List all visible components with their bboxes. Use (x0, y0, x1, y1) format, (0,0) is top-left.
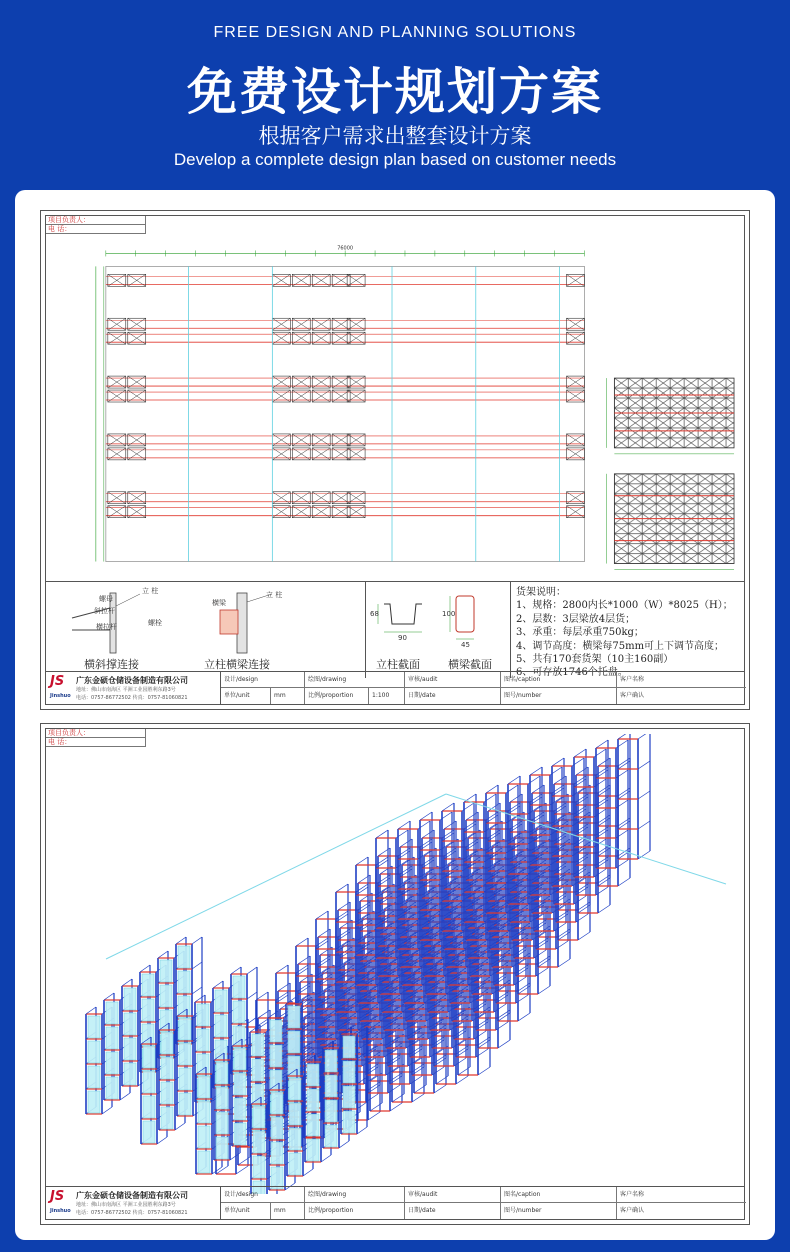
section-diagrams (366, 582, 511, 652)
drawing-notes (46, 581, 744, 677)
label-bolt: 螺栓 (148, 619, 162, 627)
field-client-confirm: 客户确认 (620, 692, 645, 699)
header-subtitle-en: Develop a complete design plan based on customer needs (173, 150, 617, 169)
spec-item: 3、承重：每层承重750kg； (516, 627, 644, 639)
title-block (46, 671, 744, 704)
label-diagonal: 斜拉杆 (94, 607, 115, 615)
field-drawing: 绘图/drawing (305, 672, 405, 688)
overall-length: 76000 (337, 245, 354, 252)
rendering-sheet (40, 723, 750, 1225)
company-phone: 电话：0757-86772502 传真：0757-81060821 (76, 695, 188, 701)
beam-height-dim: 100 (442, 610, 456, 618)
field-proportion: 比例/proportion (305, 1203, 405, 1219)
field-client-name: 客户名称 (617, 1187, 746, 1203)
company-info (46, 1187, 221, 1220)
brace-connection-caption: 横斜撑连接 (84, 658, 139, 671)
label-nut: 螺母 (99, 595, 113, 603)
project-phone: 电 话： (46, 225, 146, 234)
column-width-dim: 90 (398, 634, 407, 642)
label-horizontal: 横拉杆 (96, 623, 117, 631)
company-logo-sub: Jinshuo (50, 693, 71, 699)
spec-item: 5、共有170套货架（10主160副） (516, 654, 674, 666)
company-name: 广东金硕仓储设备制造有限公司 (76, 676, 188, 685)
rendering-frame (45, 728, 745, 1220)
beam-width-dim: 45 (461, 641, 470, 649)
column-section-caption: 立柱截面 (376, 658, 420, 671)
side-elevation-bottom (606, 474, 734, 570)
project-info-box (46, 216, 146, 234)
company-logo-sub: Jinshuo (50, 1208, 71, 1214)
header-title: 免费设计规划方案 (187, 63, 603, 121)
beam-section-caption: 横梁截面 (448, 658, 492, 671)
spec-item: 2、层数：3层梁放4层货； (516, 613, 636, 625)
company-name: 广东金硕仓储设备制造有限公司 (76, 1191, 188, 1200)
label-beam-column: 立 柱 (266, 591, 283, 599)
field-unit-value: mm (271, 688, 305, 704)
title-block-2 (46, 1186, 744, 1219)
field-proportion: 比例/proportion (305, 688, 369, 704)
field-date: 日期/date (405, 688, 501, 704)
spec-item: 6、可存放1746个托盘。 (516, 667, 628, 679)
plan-drawing-sheet (40, 210, 750, 710)
project-responsible: 项目负责人： (46, 216, 146, 225)
field-audit: 审核/audit (405, 672, 501, 688)
field-client-name: 客户名称 (617, 672, 746, 688)
beam-connection-caption: 立柱横梁连接 (204, 658, 270, 671)
field-drawing: 绘图/drawing (305, 1187, 405, 1203)
company-address: 地址：佛山市南海区 平洲工业园胜利东路3号 (76, 687, 176, 693)
spec-title: 货架说明： (516, 587, 566, 598)
header (0, 0, 790, 190)
plan-drawing-frame (45, 215, 745, 705)
field-unit: 单位/unit (221, 688, 271, 704)
header-subtitle-cn: 根据客户需求出整套设计方案 (258, 124, 532, 148)
field-caption: 图名/caption (501, 1187, 617, 1203)
field-unit: 单位/unit (221, 1203, 271, 1219)
rack-floor-plan (46, 238, 744, 578)
rack-specification (516, 586, 733, 680)
content-card (15, 190, 775, 1240)
field-unit-value: mm (271, 1203, 305, 1219)
spec-item: 1、规格：2800内长*1000（W）*8025（H）； (516, 600, 733, 612)
company-phone: 电话：0757-86772502 传真：0757-81060821 (76, 1210, 188, 1216)
field-design: 设计/design (221, 672, 305, 688)
section-details (366, 582, 511, 678)
header-english-title: FREE DESIGN AND PLANNING SOLUTIONS (213, 24, 577, 41)
field-number: 图号/number (501, 688, 617, 704)
field-client-confirm: 客户确认 (620, 1207, 645, 1214)
label-column: 立 柱 (142, 587, 159, 595)
company-info (46, 672, 221, 705)
field-design: 设计/design (221, 1187, 305, 1203)
connection-details (46, 582, 366, 678)
project-responsible: 项目负责人： (46, 729, 146, 738)
field-proportion-value: 1:100 (369, 688, 405, 704)
field-audit: 审核/audit (405, 1187, 501, 1203)
rack-3d-rendering (46, 734, 746, 1194)
field-number: 图号/number (501, 1203, 617, 1219)
label-beam: 横梁 (212, 599, 226, 607)
field-date: 日期/date (405, 1203, 501, 1219)
column-height-dim: 68 (370, 610, 379, 618)
company-logo: JS (50, 674, 65, 689)
rack-rows (106, 274, 585, 517)
project-phone: 电 话： (46, 738, 146, 747)
spec-item: 4、调节高度：横梁每75mm可上下调节高度； (516, 640, 725, 652)
side-elevation-top (606, 378, 734, 454)
company-address: 地址：佛山市南海区 平洲工业园胜利东路3号 (76, 1202, 176, 1208)
field-caption: 图名/caption (501, 672, 617, 688)
company-logo: JS (50, 1189, 65, 1204)
